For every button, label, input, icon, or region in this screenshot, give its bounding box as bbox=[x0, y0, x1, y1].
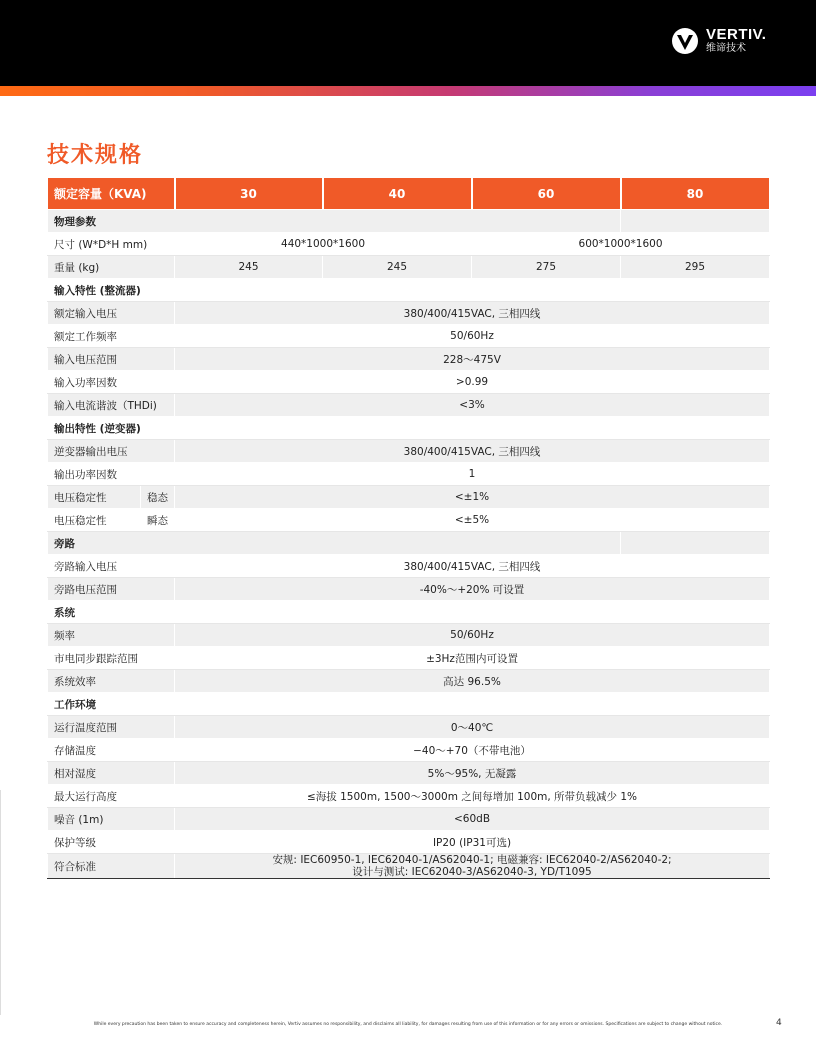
table-row bbox=[48, 716, 770, 739]
category-empty-cell bbox=[621, 601, 770, 624]
category-label: 物理参数 bbox=[48, 210, 621, 233]
category-empty-cell bbox=[621, 532, 770, 555]
table-row bbox=[48, 578, 770, 601]
row-label: 输入功率因数 bbox=[48, 371, 175, 394]
value-cell: 1 bbox=[175, 463, 770, 486]
category-empty-cell bbox=[621, 210, 770, 233]
value-cell: 440*1000*1600 bbox=[175, 233, 472, 256]
row-label: 额定工作频率 bbox=[48, 325, 175, 348]
category-row bbox=[48, 417, 770, 440]
category-row bbox=[48, 601, 770, 624]
category-row bbox=[48, 532, 770, 555]
value-cell: 275 bbox=[472, 256, 621, 279]
value-cell: 50/60Hz bbox=[175, 325, 770, 348]
header-col-60: 60 bbox=[472, 178, 621, 210]
value-cell: -40%～+20% 可设置 bbox=[175, 578, 770, 601]
row-label: 逆变器输出电压 bbox=[48, 440, 175, 463]
table-row bbox=[48, 371, 770, 394]
table-row bbox=[48, 463, 770, 486]
row-label: 保护等级 bbox=[48, 831, 175, 854]
table-row bbox=[48, 302, 770, 325]
brand-name: VERTIV. bbox=[706, 26, 767, 43]
value-cell: 245 bbox=[323, 256, 472, 279]
category-row bbox=[48, 279, 770, 302]
table-row bbox=[48, 440, 770, 463]
value-cell: −40～+70（不带电池） bbox=[175, 739, 770, 762]
category-label: 工作环境 bbox=[48, 693, 621, 716]
table-row bbox=[48, 233, 770, 256]
table-row bbox=[48, 348, 770, 371]
value-cell: <3% bbox=[175, 394, 770, 417]
row-sublabel: 瞬态 bbox=[141, 509, 175, 532]
value-cell: 380/400/415VAC, 三相四线 bbox=[175, 302, 770, 325]
value-cell: 228～475V bbox=[175, 348, 770, 371]
category-row bbox=[48, 210, 770, 233]
value-cell: IP20 (IP31可选) bbox=[175, 831, 770, 854]
value-cell: ±3Hz范围内可设置 bbox=[175, 647, 770, 670]
row-label: 市电同步跟踪范围 bbox=[48, 647, 175, 670]
category-label: 系统 bbox=[48, 601, 621, 624]
row-label: 输入电压范围 bbox=[48, 348, 175, 371]
category-empty-cell bbox=[621, 693, 770, 716]
row-label: 电压稳定性 bbox=[48, 509, 141, 532]
category-empty-cell bbox=[621, 279, 770, 302]
category-empty-cell bbox=[621, 417, 770, 440]
category-label: 旁路 bbox=[48, 532, 621, 555]
table-row bbox=[48, 831, 770, 854]
value-cell: 380/400/415VAC, 三相四线 bbox=[175, 555, 770, 578]
table-row bbox=[48, 555, 770, 578]
table-row bbox=[48, 739, 770, 762]
table-row bbox=[48, 325, 770, 348]
value-cell: ≤海拔 1500m, 1500～3000m 之间每增加 100m, 所带负载减少 1% bbox=[175, 785, 770, 808]
table-row bbox=[48, 256, 770, 279]
section-title: 技术规格 bbox=[47, 143, 144, 168]
table-row bbox=[48, 808, 770, 831]
row-label: 旁路输入电压 bbox=[48, 555, 175, 578]
row-label: 噪音 (1m) bbox=[48, 808, 175, 831]
value-cell: <±1% bbox=[175, 486, 770, 509]
table-row bbox=[48, 624, 770, 647]
header-col-30: 30 bbox=[175, 178, 323, 210]
value-cell bbox=[175, 854, 770, 879]
row-label: 最大运行高度 bbox=[48, 785, 175, 808]
table-row bbox=[48, 785, 770, 808]
row-label: 输入电流谐波（THDi) bbox=[48, 394, 175, 417]
value-cell: >0.99 bbox=[175, 371, 770, 394]
row-label: 旁路电压范围 bbox=[48, 578, 175, 601]
table-row bbox=[48, 394, 770, 417]
footer-disclaimer: While every precaution has been taken to ensure accuracy and completeness herein, Vertiv assumes no responsibility, and disclaims all liability, for damages resulting from use of this information or for any errors or omissions. Specifications are subject to change without notice. bbox=[93, 1022, 723, 1027]
value-line: 安规: IEC60950-1, IEC62040-1/AS62040-1; 电磁兼容: IEC62040-2/AS62040-2; bbox=[272, 854, 672, 866]
gradient-stripe bbox=[0, 86, 816, 96]
table-row bbox=[48, 762, 770, 785]
row-label: 运行温度范围 bbox=[48, 716, 175, 739]
header-col-80: 80 bbox=[621, 178, 770, 210]
table-row bbox=[48, 670, 770, 693]
row-label: 输出功率因数 bbox=[48, 463, 175, 486]
value-cell: 295 bbox=[621, 256, 770, 279]
row-label: 重量 (kg) bbox=[48, 256, 175, 279]
value-cell: 380/400/415VAC, 三相四线 bbox=[175, 440, 770, 463]
row-label: 频率 bbox=[48, 624, 175, 647]
value-cell: 50/60Hz bbox=[175, 624, 770, 647]
table-row bbox=[48, 486, 770, 509]
table-row bbox=[48, 509, 770, 532]
page-number: 4 bbox=[776, 1018, 782, 1028]
header-capacity-label: 额定容量（KVA) bbox=[48, 178, 175, 210]
row-label: 符合标准 bbox=[48, 854, 175, 879]
row-label: 存储温度 bbox=[48, 739, 175, 762]
spec-table bbox=[47, 177, 771, 879]
vertiv-logo-icon bbox=[670, 26, 700, 56]
value-line: 设计与测试: IEC62040-3/AS62040-3, YD/T1095 bbox=[352, 866, 592, 878]
value-cell: 高达 96.5% bbox=[175, 670, 770, 693]
category-label: 输出特性 (逆变器) bbox=[48, 417, 621, 440]
value-cell: 600*1000*1600 bbox=[472, 233, 770, 256]
value-cell: 5%～95%, 无凝露 bbox=[175, 762, 770, 785]
row-label: 相对湿度 bbox=[48, 762, 175, 785]
header-col-40: 40 bbox=[323, 178, 472, 210]
row-label: 额定输入电压 bbox=[48, 302, 175, 325]
table-row bbox=[48, 647, 770, 670]
vertiv-logo bbox=[670, 26, 766, 56]
margin-rule bbox=[0, 790, 1, 1015]
spec-table-body bbox=[48, 210, 770, 879]
row-label: 电压稳定性 bbox=[48, 486, 141, 509]
value-cell: <60dB bbox=[175, 808, 770, 831]
row-label: 尺寸 (W*D*H mm) bbox=[48, 233, 175, 256]
value-cell: 245 bbox=[175, 256, 323, 279]
value-cell: <±5% bbox=[175, 509, 770, 532]
table-header-row bbox=[48, 178, 770, 210]
brand-subtitle: 维谛技术 bbox=[706, 43, 746, 54]
table-row bbox=[48, 854, 770, 879]
row-sublabel: 稳态 bbox=[141, 486, 175, 509]
value-cell: 0～40℃ bbox=[175, 716, 770, 739]
category-row bbox=[48, 693, 770, 716]
row-label: 系统效率 bbox=[48, 670, 175, 693]
category-label: 输入特性 (整流器) bbox=[48, 279, 621, 302]
